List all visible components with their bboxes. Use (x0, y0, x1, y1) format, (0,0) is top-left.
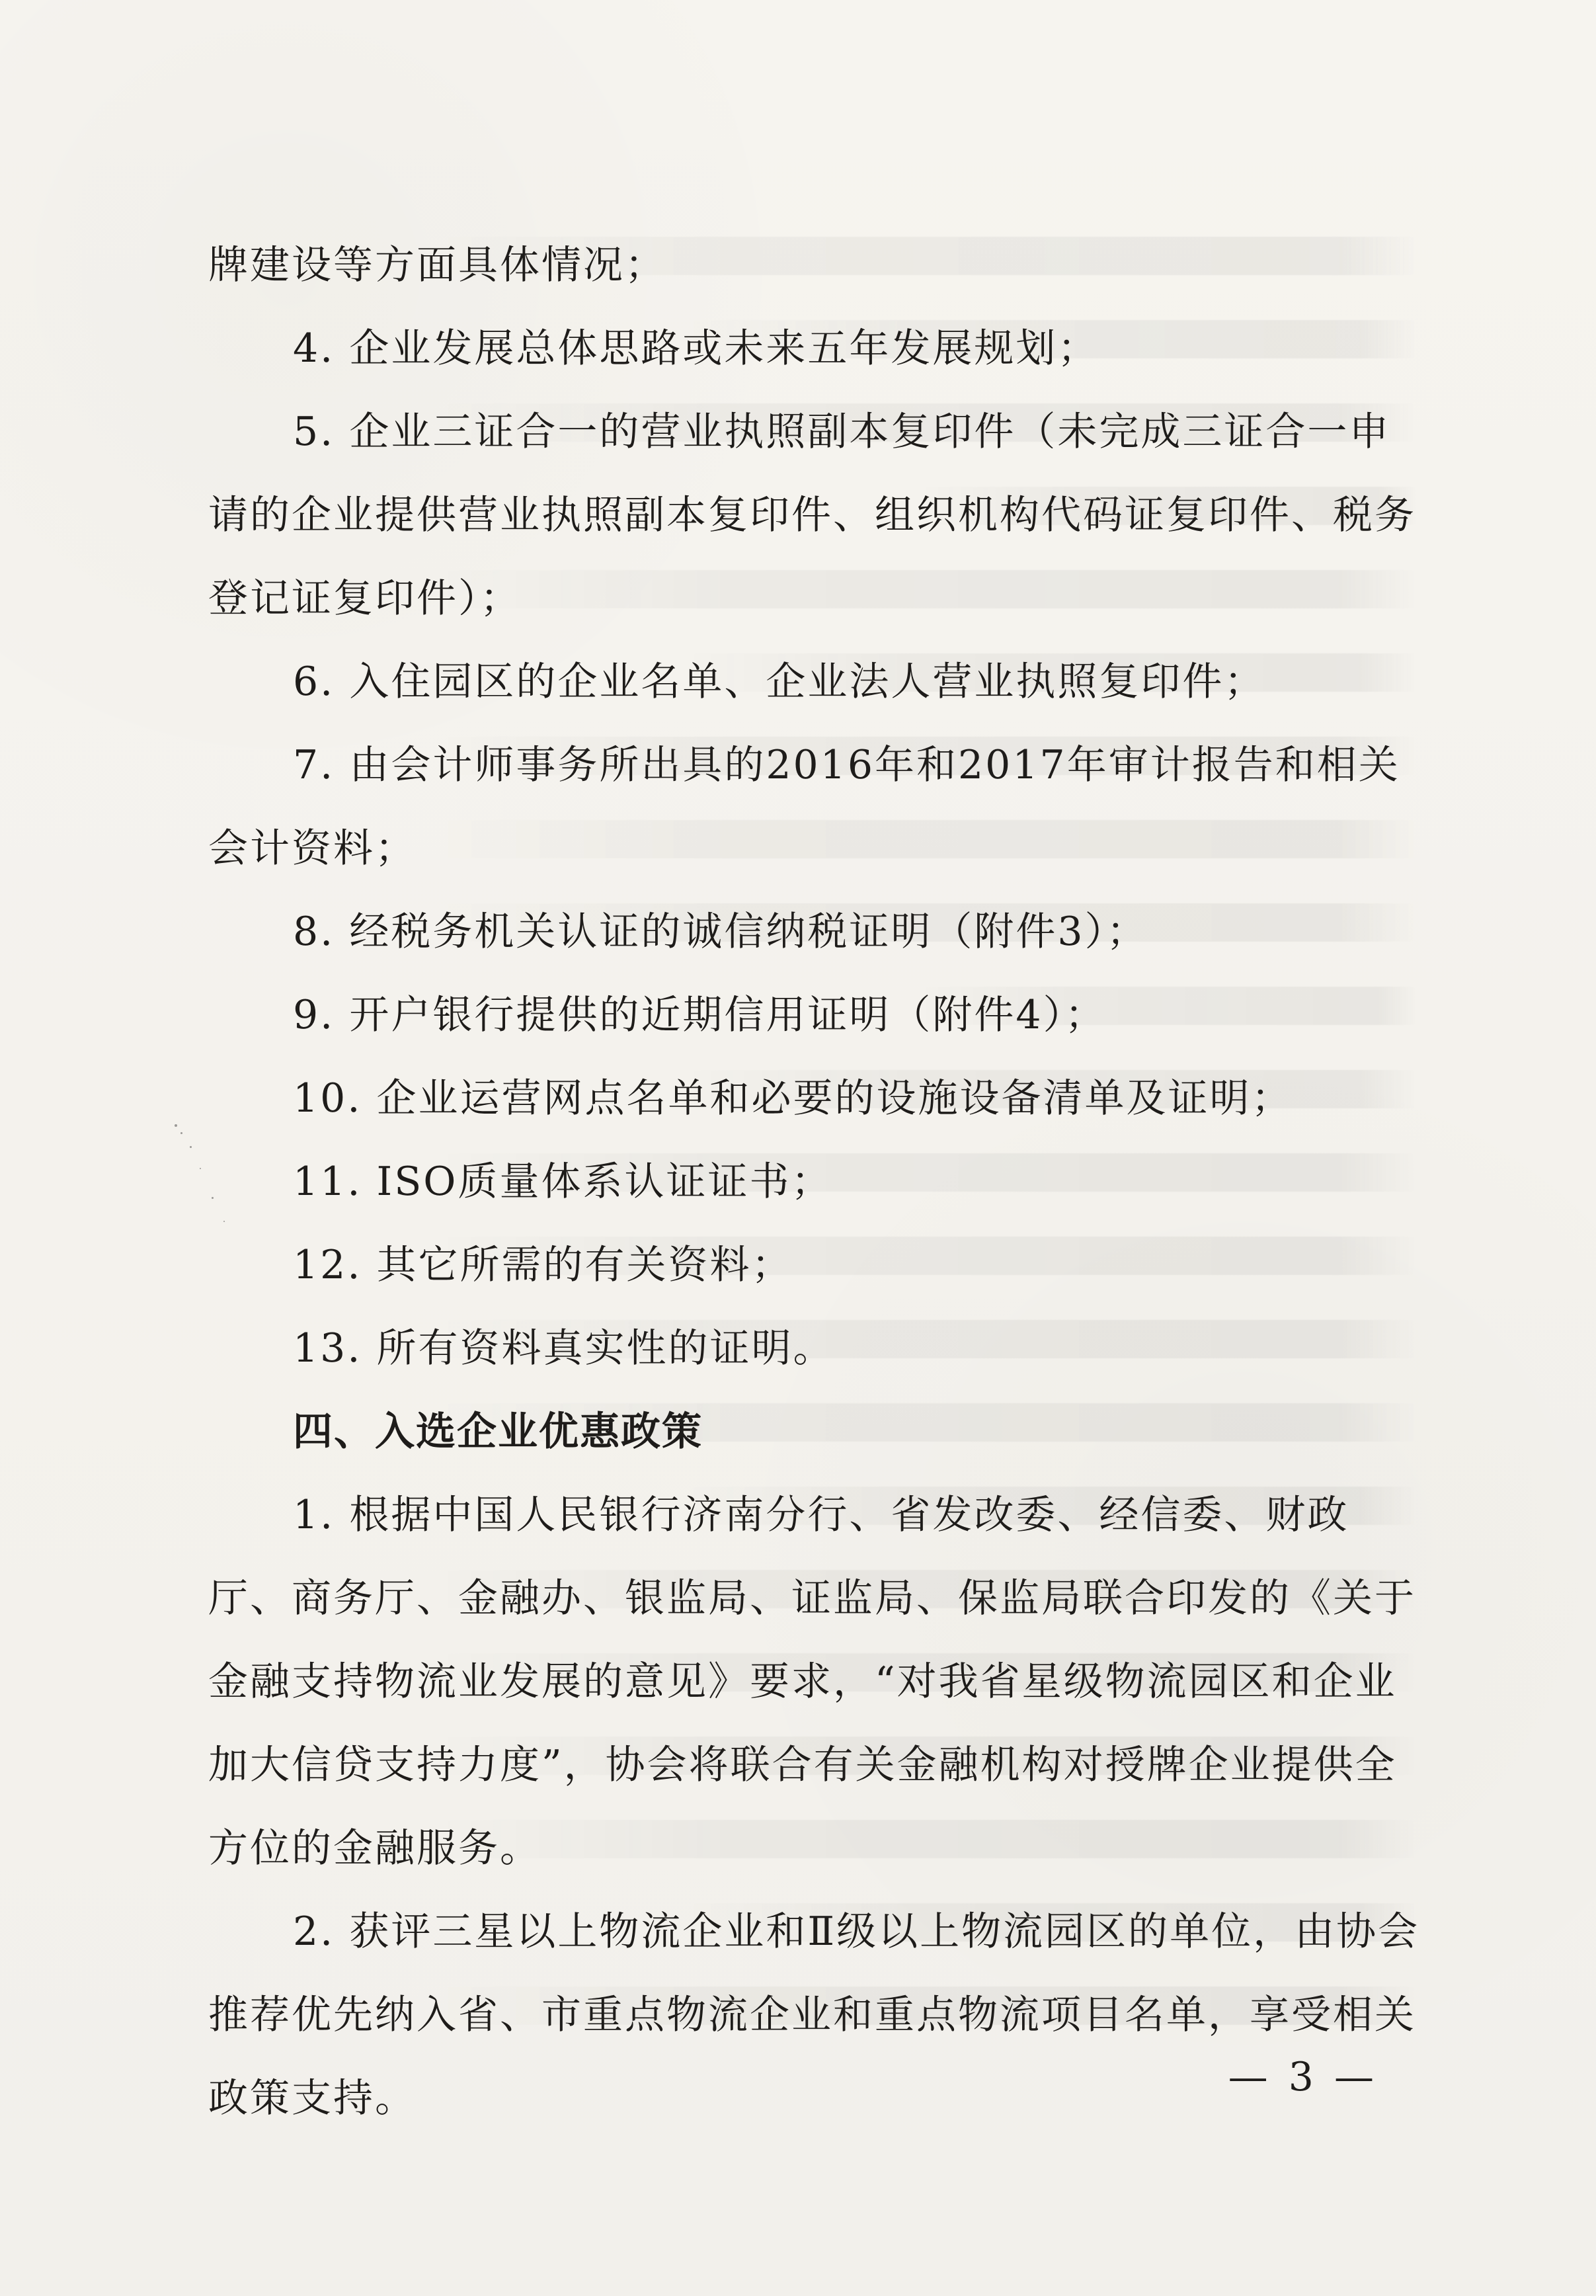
policy-2-priority-listing: 2. 获评三星以上物流企业和Ⅱ级以上物流园区的单位，由协会推荐优先纳入省、市重点物流企业和重点物流项目名单，享受相关政策支持。 (208, 1908, 1420, 2121)
item-7-audit-reports: 7. 由会计师事务所出具的2016年和2017年审计报告和相关会计资料； (208, 742, 1400, 872)
page-number: — 3 — (1228, 2054, 1378, 2100)
document-body (208, 224, 1425, 2140)
item-10-network-and-equipment: 10. 企业运营网点名单和必要的设施设备清单及证明； (293, 1075, 1293, 1122)
scan-speck (175, 1124, 177, 1127)
item-9-credit-certificate: 9. 开户银行提供的近期信用证明（附件4）； (293, 992, 1107, 1038)
item-4-development-plan: 4. 企业发展总体思路或未来五年发展规划； (293, 325, 1099, 372)
section-heading-preferential-policies: 四、入选企业优惠政策 (293, 1409, 703, 1455)
item-12-other-materials: 12. 其它所需的有关资料； (293, 1242, 793, 1288)
item-5-business-license: 5. 企业三证合一的营业执照副本复印件（未完成三证合一申请的企业提供营业执照副本复印件、组织机构代码证复印件、税务登记证复印件）； (208, 409, 1416, 622)
paragraph-brand-building-tail: 牌建设等方面具体情况； (208, 242, 666, 288)
item-8-tax-certificate: 8. 经税务机关认证的诚信纳税证明（附件3）； (293, 909, 1148, 955)
scan-speck (190, 1146, 192, 1148)
scan-speck (200, 1168, 201, 1169)
scan-speck (180, 1132, 182, 1134)
item-13-authenticity-proof: 13. 所有资料真实性的证明。 (293, 1325, 835, 1372)
policy-1-financial-services: 1. 根据中国人民银行济南分行、省发改委、经信委、财政厅、商务厅、金融办、银监局、证监局、保监局联合印发的《关于金融支持物流业发展的意见》要求，“对我省星级物流园区和企业加大信贷支持力度”，协会将联合有关金融机构对授牌企业提供全方位的金融服务。 (208, 1492, 1416, 1871)
item-6-park-enterprises: 6. 入住园区的企业名单、企业法人营业执照复印件； (293, 659, 1266, 705)
item-11-iso-certificate: 11. ISO质量体系认证证书； (293, 1159, 833, 1205)
